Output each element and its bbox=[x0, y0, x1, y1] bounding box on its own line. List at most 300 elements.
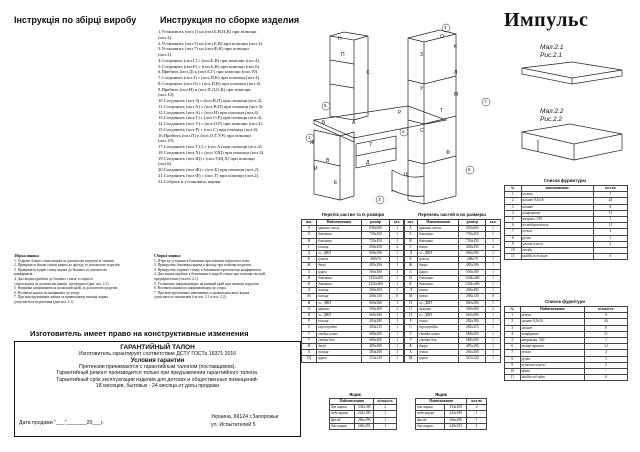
table-cell: конфирмат bbox=[521, 210, 593, 216]
table-cell: полиця bbox=[317, 244, 362, 250]
table-cell: 500х300 bbox=[361, 269, 389, 275]
table-cell: 730х450 bbox=[459, 232, 486, 238]
table-cell: 2 bbox=[390, 306, 405, 312]
table-cell: 730х450 bbox=[361, 232, 389, 238]
table-cell: - bbox=[584, 369, 627, 375]
table-cell: Б bbox=[404, 232, 418, 238]
table-cell: 1 bbox=[467, 417, 487, 423]
table-cell: 485х296 bbox=[361, 263, 389, 269]
table-cell: дверь bbox=[418, 344, 459, 350]
table-cell: 730х450 bbox=[361, 238, 389, 244]
table-cell: полкодержатель bbox=[521, 223, 593, 229]
table-cell: цвяхи bbox=[520, 369, 584, 375]
drawer-note-line: допускається відхилення (див.поз. 2.1). bbox=[14, 299, 75, 304]
table-cell: уголок пласт. bbox=[521, 241, 593, 247]
table-cell: 3 bbox=[505, 204, 522, 210]
drawer-note-line: 3. Прикріпити задню стінку ящика до бокових за допомогою bbox=[14, 267, 107, 272]
table-cell: 688х200 bbox=[361, 337, 389, 343]
table-cell: 10 bbox=[505, 248, 522, 254]
address-line2: ул. Испытателей 5 bbox=[211, 422, 256, 428]
drawer-note-line: 4. Дно ящика прибити до бокових стінок та задньої bbox=[14, 276, 93, 281]
diagram-label: Щ bbox=[404, 172, 409, 178]
warranty-line: Претензии принимаются с гарантийным талоном (поставщиком). bbox=[79, 363, 236, 370]
table-cell: 1 bbox=[486, 282, 501, 288]
table-header-cell: кол. bbox=[486, 220, 501, 226]
table-cell: 1 bbox=[486, 344, 501, 350]
table-cell: К bbox=[302, 282, 317, 288]
table-cell: 523х120 bbox=[361, 356, 389, 362]
table-cell: 7 bbox=[505, 229, 522, 235]
table-header-cell: Найменування bbox=[330, 399, 374, 405]
table-cell: ніжка bbox=[520, 313, 584, 319]
table-cell: 51 bbox=[593, 210, 627, 216]
table-cell: 8 bbox=[486, 294, 501, 300]
drawer-note-line: 2. Прикріпити бокові стінки ящика до фасаду за допомогою шурупів. bbox=[14, 263, 121, 268]
table-cell: 688х200 bbox=[459, 331, 486, 337]
diagram-label: И bbox=[314, 166, 318, 172]
assembly-step: 8.Соединить (поз.О) с (поз.П,К) при помощи (поз.4). bbox=[158, 80, 262, 86]
warranty-card bbox=[14, 341, 301, 437]
table-cell: полка bbox=[418, 319, 459, 325]
table-cell: полка bbox=[418, 288, 459, 294]
table-cell: 266х296 bbox=[355, 417, 374, 423]
assembly-step: 3.Установить (поз.7) на (поз.Ф,К) при помощи bbox=[158, 46, 249, 52]
table-cell: А bbox=[302, 226, 317, 232]
table-header-cell: Наименование bbox=[416, 399, 467, 405]
table-header-cell: размер bbox=[459, 220, 486, 226]
table-header-cell: розмір bbox=[361, 220, 389, 226]
drawer-note-line: стінки ящика за допомогою цвяхів, попередньо (див. поз. 2.1). bbox=[14, 281, 110, 286]
table-cell: Х bbox=[404, 350, 418, 356]
assembly-step: 12.Соединить (поз.А) с (поз.Н) при помощи (поз.4). bbox=[158, 109, 260, 115]
table-cell: 1 bbox=[486, 251, 501, 257]
table-cell: 2 bbox=[505, 198, 522, 204]
assembly-step: 21.Соединить (поз.Ф) с (поз.Т) при помощи (поз.2). bbox=[158, 172, 260, 178]
drawer-note-line: предварительно (см.поз. 2.1). bbox=[154, 276, 199, 281]
table-cell: крышка bbox=[418, 306, 459, 312]
diagram-label: Ф bbox=[446, 150, 450, 156]
table-cell: 2 bbox=[390, 244, 405, 250]
table-cell: 1 bbox=[374, 411, 397, 417]
hardware-row bbox=[505, 254, 628, 260]
assembly-step: (поз.2). bbox=[158, 52, 173, 57]
assembly-step: 15.Соединить (поз.Р) с (поз.С) при помощи (поз.4). bbox=[158, 126, 259, 132]
table-cell: 1434х400 bbox=[459, 275, 486, 281]
table-cell: 1 bbox=[486, 288, 501, 294]
table-cell: боковина bbox=[317, 275, 362, 281]
drawer-note-ua-title: Збірка ящика bbox=[14, 253, 39, 258]
drawer-row bbox=[416, 423, 487, 429]
table-cell: 6 bbox=[584, 375, 627, 381]
constructive-note: Изготовитель имеет право на конструктивные изменения bbox=[30, 329, 249, 338]
assembly-step: 11.Соединить (поз.А) с (поз.В,П) при помощи (поз.3). bbox=[158, 103, 264, 109]
table-cell: У bbox=[404, 337, 418, 343]
detail-a-title: Мал.2.1 bbox=[540, 44, 564, 51]
diagram-label: Г bbox=[370, 142, 373, 148]
table-cell: 240х355 bbox=[445, 423, 467, 429]
diagram-label: Б bbox=[322, 120, 326, 126]
table-cell: фасад bbox=[330, 417, 355, 423]
table-cell: боковина bbox=[418, 238, 459, 244]
table-cell: з.с. ДВП bbox=[317, 300, 362, 306]
table-cell: дно ящика bbox=[416, 423, 445, 429]
table-cell: Ж bbox=[302, 263, 317, 269]
table-cell: петля bbox=[521, 229, 593, 235]
table-cell: 2 bbox=[505, 319, 521, 325]
brand-name: Импульс bbox=[504, 9, 589, 31]
drawer-note-line: 4. Дно ящика прибить к боковинам и задней стенке при помощи гвоздей, bbox=[154, 272, 266, 277]
table-cell: 4 bbox=[505, 331, 521, 337]
table-cell: шкант 8,5х16 bbox=[520, 319, 584, 325]
hardware-row bbox=[505, 375, 628, 381]
table-cell: цоколь bbox=[418, 257, 459, 263]
table-cell: Е bbox=[302, 257, 317, 263]
table-cell: И bbox=[302, 275, 317, 281]
callout-number: 7 bbox=[484, 99, 487, 104]
table-cell: 9 bbox=[505, 241, 522, 247]
table-cell: 268х70 bbox=[459, 257, 486, 263]
table-cell: Д bbox=[302, 251, 317, 257]
drawer-note-line: 2. Прикрутить боковины ящика к фасаду при помощи шурупов. bbox=[154, 263, 252, 268]
table-cell: 485х296 bbox=[361, 344, 389, 350]
table-cell: 8 bbox=[584, 325, 627, 331]
assembly-step: 4.Соединить (поз.Г) с (поз.Б,В) при помощи (поз.4). bbox=[158, 57, 260, 63]
diagram-label: М bbox=[454, 92, 459, 98]
table-cell: 1 bbox=[486, 337, 501, 343]
table-cell: шкант bbox=[521, 204, 593, 210]
table-cell: 1 bbox=[486, 263, 501, 269]
table-cell: Т bbox=[302, 331, 317, 337]
table-cell: Ф bbox=[302, 344, 317, 350]
table-cell: С bbox=[404, 325, 418, 331]
table-cell: Н bbox=[302, 300, 317, 306]
diagram-label: Т bbox=[440, 108, 444, 114]
table-cell: 523х120 bbox=[459, 356, 486, 362]
table-cell: П bbox=[302, 313, 317, 319]
table-cell: задн.ящика bbox=[330, 411, 355, 417]
table-cell: 1 bbox=[390, 263, 405, 269]
table-cell: бок ящика bbox=[416, 405, 445, 411]
warranty-title: ГАРАНТИЙНЫЙ ТАЛОН bbox=[120, 344, 195, 351]
table-cell: 334х100 bbox=[445, 405, 467, 411]
table-cell: шайба під вінт bbox=[520, 375, 584, 381]
table-cell: О bbox=[302, 306, 317, 312]
table-cell: 1 bbox=[390, 226, 405, 232]
table-cell: 266х296 bbox=[445, 417, 467, 423]
assembly-step: 19.Соединить (поз.Щ) с (поз.У,Щ,Х) при помощи bbox=[158, 155, 255, 161]
table-cell: 44 bbox=[584, 319, 627, 325]
table-cell: з.с. ДВП bbox=[418, 313, 459, 319]
table-header-cell: кількість bbox=[584, 307, 627, 313]
table-cell: 1434х400 bbox=[361, 275, 389, 281]
table-cell: Х bbox=[302, 350, 317, 356]
table-cell: 1 bbox=[486, 226, 501, 232]
table-cell: М bbox=[404, 294, 418, 300]
drawer-ru-title: Ящик bbox=[435, 392, 447, 397]
parts-ru-title: Перечень частей и их размеры bbox=[418, 212, 486, 217]
table-cell: 1 bbox=[505, 313, 521, 319]
diagram-label: Н bbox=[338, 36, 342, 42]
table-cell: полицетримач bbox=[520, 344, 584, 350]
table-cell: стойка бок. bbox=[418, 337, 459, 343]
table-cell: шкант 8,5х16 bbox=[521, 198, 593, 204]
table-cell: 44 bbox=[593, 198, 627, 204]
table-cell: 1 bbox=[390, 344, 405, 350]
assembly-step: 22.Собрать и установить ящики. bbox=[158, 178, 222, 184]
table-cell: Б bbox=[302, 232, 317, 238]
table-cell: И bbox=[404, 275, 418, 281]
drawer-note-ru bbox=[154, 254, 302, 300]
callout-number: 2 bbox=[402, 129, 405, 134]
table-cell: 284х200 bbox=[361, 319, 389, 325]
table-header-cell: Наименование bbox=[418, 220, 459, 226]
table-cell: цоколь bbox=[317, 257, 362, 263]
table-cell: 3 bbox=[505, 325, 521, 331]
table-cell: 7 bbox=[505, 350, 521, 356]
table-cell: полка bbox=[418, 294, 459, 300]
diagram-label: К bbox=[454, 44, 457, 50]
table-cell: полка bbox=[418, 244, 459, 250]
drawer-note-line: 3. Прикрутить заднюю стенку к боковинам при помощи конфирматов. bbox=[154, 267, 262, 272]
table-cell: З bbox=[404, 269, 418, 275]
table-cell: 660х296 bbox=[361, 251, 389, 257]
assembly-step: 16.Прибить (поз.П) к (поз.О,Т,У,Р) при помощи bbox=[158, 132, 251, 138]
part-row bbox=[302, 356, 405, 362]
table-cell: 12 bbox=[593, 223, 627, 229]
assembly-step: (поз.2). bbox=[158, 34, 173, 40]
table-cell: 11 bbox=[505, 375, 521, 381]
table-cell: 1 bbox=[486, 313, 501, 319]
table-cell: боковина bbox=[418, 232, 459, 238]
table-cell: 1 bbox=[486, 350, 501, 356]
assembly-step: 1.Установить (поз.1) на (поз.Б,В,П,К) при помощи bbox=[158, 29, 257, 34]
table-header-cell: Найменування bbox=[317, 220, 362, 226]
table-cell: Ж bbox=[404, 263, 418, 269]
title-ua: Інструкція по збірці виробу bbox=[14, 15, 137, 25]
table-cell: Д bbox=[404, 251, 418, 257]
drawer-note-line: 6. Вставить ящики по направляющим до упора. bbox=[154, 286, 227, 291]
table-cell: 860х286 bbox=[361, 300, 389, 306]
hardware-table-ru bbox=[504, 185, 628, 260]
parts-table-ua bbox=[301, 219, 405, 363]
table-cell: царга bbox=[317, 269, 362, 275]
detail-b-sub: Рис.2.2 bbox=[540, 116, 563, 123]
table-cell: 284х200 bbox=[459, 350, 486, 356]
parts-ua-title: Перелік частин та їх розміри bbox=[321, 212, 385, 217]
table-cell: 268х70 bbox=[361, 257, 389, 263]
diagram-label: З bbox=[420, 52, 424, 58]
table-cell: конфірмат bbox=[520, 331, 584, 337]
table-cell: З bbox=[302, 269, 317, 275]
table-cell: 12 bbox=[584, 344, 627, 350]
table-cell: 268х450 bbox=[459, 244, 486, 250]
warranty-conditions: Условия гарантии bbox=[130, 357, 185, 364]
table-cell: полка bbox=[418, 350, 459, 356]
table-cell: 688х200 bbox=[459, 337, 486, 343]
table-cell: перегородка bbox=[418, 325, 459, 331]
table-cell: стійка бок. bbox=[317, 337, 362, 343]
table-cell: 1 bbox=[486, 331, 501, 337]
table-cell: 5 bbox=[505, 217, 522, 223]
table-cell: 1 bbox=[390, 337, 405, 343]
table-cell: 1 bbox=[390, 325, 405, 331]
table-cell: направл. 350 bbox=[521, 217, 593, 223]
table-cell: боковина bbox=[317, 232, 362, 238]
table-cell: ручка bbox=[520, 356, 584, 362]
table-cell: 5 bbox=[593, 192, 627, 198]
table-cell: кришка столу bbox=[317, 226, 362, 232]
table-cell: 1 bbox=[505, 192, 522, 198]
table-cell: 300х400 bbox=[361, 306, 389, 312]
table-cell: царга bbox=[317, 356, 362, 362]
table-cell: 1 bbox=[486, 238, 501, 244]
table-cell: з.с. ДВП bbox=[418, 300, 459, 306]
table-cell: 334х100 bbox=[355, 405, 374, 411]
table-header-cell: кол-во bbox=[467, 399, 487, 405]
drawer-note-line: 1. Ф фасад установить боковины при помощи шурупов и клея. bbox=[154, 258, 250, 263]
table-cell: 660х286 bbox=[459, 313, 486, 319]
table-cell: 730х450 bbox=[459, 238, 486, 244]
table-cell: 1434х400 bbox=[459, 282, 486, 288]
table-cell: 1 bbox=[467, 411, 487, 417]
table-cell: дверь bbox=[418, 263, 459, 269]
table-header-cell: Найменування bbox=[520, 307, 584, 313]
diagram-label: Д bbox=[366, 160, 370, 166]
table-cell: У bbox=[302, 337, 317, 343]
table-cell: Щ bbox=[404, 356, 418, 362]
drawer-note-line: 7. При конструктивних змінах та правильному вигляді ящика bbox=[14, 295, 108, 300]
table-cell: ножка bbox=[521, 192, 593, 198]
table-cell: полиця bbox=[317, 319, 362, 325]
table-cell: 2 bbox=[584, 362, 627, 368]
table-cell: 4 bbox=[584, 350, 627, 356]
drawer-note-ua bbox=[14, 254, 154, 305]
table-cell: стійка пенал bbox=[317, 331, 362, 337]
table-cell: Р bbox=[302, 319, 317, 325]
assembly-step: 14.Соединить (поз.У) с (поз.О,Р) при помощи (поз.4). bbox=[158, 121, 264, 126]
table-cell: 485х296 bbox=[459, 344, 486, 350]
parts-table-ru bbox=[403, 219, 501, 363]
drawer-ua-title: Ящик bbox=[349, 392, 361, 397]
table-cell: Л bbox=[404, 288, 418, 294]
table-cell: 11 bbox=[505, 254, 522, 260]
table-cell: 8 bbox=[593, 204, 627, 210]
drawer-note-ru-title: Сборка ящика bbox=[154, 253, 181, 258]
table-cell: 485х296 bbox=[459, 263, 486, 269]
table-cell: направлян. 350 bbox=[520, 338, 584, 344]
table-cell: 51 bbox=[584, 331, 627, 337]
table-header-cell: № bbox=[505, 307, 521, 313]
table-cell: 1 bbox=[486, 275, 501, 281]
table-cell: 860х286 bbox=[459, 300, 486, 306]
table-cell: 6 bbox=[505, 344, 521, 350]
table-cell: 1 bbox=[390, 269, 405, 275]
table-cell: 268х130 bbox=[459, 294, 486, 300]
table-cell: 500х300 bbox=[459, 269, 486, 275]
table-cell: 1 bbox=[374, 417, 397, 423]
table-cell: Ф bbox=[404, 344, 418, 350]
drawer-note-line: 7. При конструктивных изменениях и правильном виде ящика bbox=[154, 290, 250, 295]
table-cell: 8 bbox=[505, 235, 522, 241]
table-cell: М bbox=[302, 294, 317, 300]
table-cell: В bbox=[404, 238, 418, 244]
table-cell: 1 bbox=[390, 350, 405, 356]
table-cell: царга bbox=[418, 269, 459, 275]
warranty-standard: Изготовитель гарантирует соответствие ДСТУ ГОСТа 16371:2016 bbox=[78, 351, 237, 357]
assembly-step: 7.Соединить (поз.З) с (поз.П,К) при помощи (поз.4). bbox=[158, 75, 261, 80]
table-cell: шкант bbox=[520, 325, 584, 331]
table-cell: 284х200 bbox=[459, 319, 486, 325]
table-cell: 1 bbox=[486, 300, 501, 306]
assembly-step: (поз.6). bbox=[158, 161, 173, 167]
table-cell: 8 bbox=[584, 313, 627, 319]
drawer-table-ua bbox=[329, 398, 397, 430]
assembly-step: 17.Соединить (поз.Т,С) с (поз.А) при помощи (поз.4). bbox=[158, 144, 263, 149]
hardware-table-ua bbox=[504, 306, 628, 381]
diagram-label: Х bbox=[366, 70, 370, 76]
table-cell: 284х200 bbox=[361, 350, 389, 356]
table-cell: 1 bbox=[390, 257, 405, 263]
table-cell: боковина bbox=[317, 282, 362, 288]
table-cell: Т bbox=[404, 331, 418, 337]
callout-number: 6 bbox=[468, 167, 471, 172]
table-cell: 1 bbox=[390, 275, 405, 281]
assembly-step: (поз.10). bbox=[158, 92, 175, 98]
table-cell: 1 bbox=[390, 300, 405, 306]
table-cell: ручка bbox=[521, 235, 593, 241]
table-cell: 1 bbox=[486, 325, 501, 331]
table-cell: 2 bbox=[593, 241, 627, 247]
table-cell: перегородка bbox=[317, 325, 362, 331]
table-cell: 1 bbox=[486, 232, 501, 238]
address-line1: Украина, 69124 г.Запорожье bbox=[211, 414, 279, 420]
table-cell: 1 bbox=[390, 238, 405, 244]
callout-number: 3 bbox=[378, 197, 381, 202]
table-cell: 1 bbox=[390, 331, 405, 337]
table-cell: 1 bbox=[390, 319, 405, 325]
diagram-label: Л bbox=[454, 70, 458, 76]
table-cell: 660х296 bbox=[459, 251, 486, 257]
table-cell: 3 bbox=[584, 356, 627, 362]
table-cell: полиця bbox=[317, 294, 362, 300]
table-cell: О bbox=[404, 306, 418, 312]
table-cell: 1 bbox=[390, 288, 405, 294]
callout-number: 5 bbox=[324, 103, 327, 108]
table-cell: 830х600 bbox=[361, 226, 389, 232]
table-cell: з.с. ДВП bbox=[317, 251, 362, 257]
assembly-step: 18.Соединить (поз.Х) с (поз.У,Щ) при помощи (поз.4). bbox=[158, 149, 265, 155]
drawer-row bbox=[416, 411, 487, 417]
table-cell: боковина bbox=[317, 238, 362, 244]
table-cell: - bbox=[593, 248, 627, 254]
table-cell: полиця bbox=[317, 350, 362, 356]
table-cell: 6 bbox=[593, 254, 627, 260]
table-cell: 5 bbox=[505, 338, 521, 344]
table-cell: 1 bbox=[390, 251, 405, 257]
drawer-row bbox=[416, 417, 487, 423]
warranty-line: Гарантийный срок эксплуатации изделия для детских и общественных помещений- bbox=[56, 376, 259, 383]
warranty-line: Гарантийный ремонт производится только при предъявлении гарантийного талона. bbox=[56, 370, 259, 377]
table-header-cell: наименование bbox=[521, 186, 593, 192]
table-cell: царга bbox=[418, 356, 459, 362]
callout-number: 4 bbox=[444, 25, 447, 30]
table-cell: фасад bbox=[416, 417, 445, 423]
hardware-ru-title: Список фурнитуры bbox=[543, 178, 587, 183]
drawer-note-line: допускается отклонение (см.поз. 2.1 и поз. 2.2). bbox=[154, 295, 227, 300]
drawer-note-line: конфірматів. bbox=[14, 272, 34, 277]
table-header-cell: поз. bbox=[404, 220, 418, 226]
assembly-step: 13.Соединить (поз.Т) с (поз.О,Р) при помощи (поз.4). bbox=[158, 115, 263, 121]
